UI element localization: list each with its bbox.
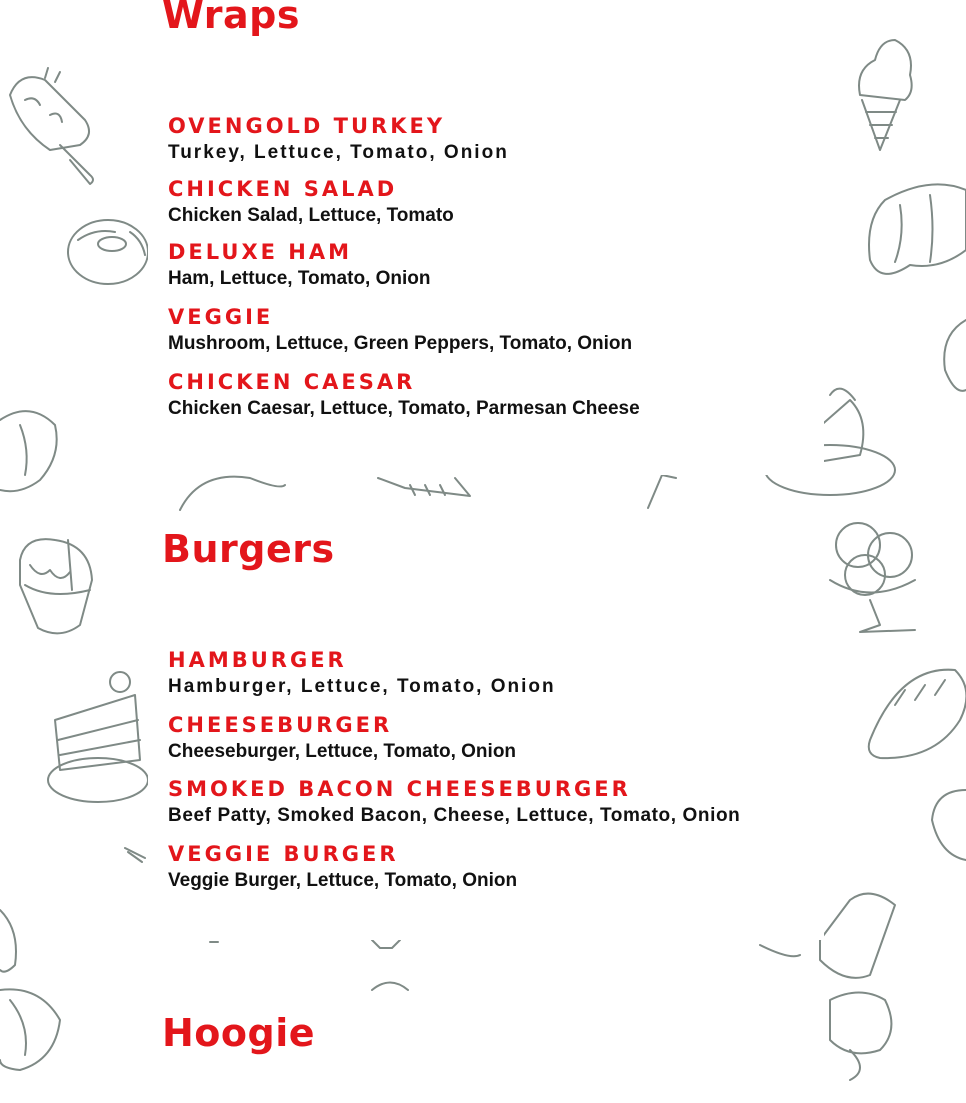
menu-item (168, 370, 640, 420)
menu-item (168, 648, 556, 698)
section-title-burgers: Burgers (162, 527, 335, 571)
item-description: Chicken Caesar, Lettuce, Tomato, Parmesan Cheese (168, 398, 640, 419)
item-description: Turkey, Lettuce, Tomato, Onion (168, 142, 509, 163)
ice-cream-cup-icon (20, 539, 92, 633)
item-description: Veggie Burger, Lettuce, Tomato, Onion (168, 870, 518, 891)
popsicle-icon (10, 68, 93, 184)
menu-item (168, 777, 740, 827)
item-name: OVENGOLD TURKEY (168, 114, 446, 138)
menu-item (168, 240, 431, 290)
croissant-icon (0, 411, 57, 491)
item-name: DELUXE HAM (168, 240, 353, 264)
ice-cream-cone-icon (859, 40, 912, 150)
item-name: SMOKED BACON CHEESEBURGER (168, 777, 631, 801)
item-name: CHICKEN CAESAR (168, 370, 416, 394)
item-description: Mushroom, Lettuce, Green Peppers, Tomato, Onion (168, 333, 633, 354)
item-description: Cheeseburger, Lettuce, Tomato, Onion (168, 741, 517, 762)
sundae-glass-icon (830, 523, 915, 632)
section-title-wraps: Wraps (162, 0, 300, 37)
menu-item (168, 305, 632, 355)
item-description: Beef Patty, Smoked Bacon, Cheese, Lettuce, Tomato, Onion (168, 805, 741, 826)
item-name: VEGGIE BURGER (168, 842, 399, 866)
cake-slice-icon (48, 672, 148, 802)
menu-item (168, 713, 516, 763)
croissant-icon (869, 184, 966, 274)
item-name: CHEESEBURGER (168, 713, 393, 737)
menu-item (168, 842, 517, 892)
item-description: Chicken Salad, Lettuce, Tomato (168, 205, 454, 226)
cookie-icon (0, 910, 60, 1070)
item-description: Ham, Lettuce, Tomato, Onion (168, 268, 431, 289)
bread-loaf-icon (869, 670, 966, 758)
item-name: HAMBURGER (168, 648, 347, 672)
section-title-hoogie: Hoogie (162, 1011, 316, 1055)
item-name: VEGGIE (168, 305, 274, 329)
donut-icon (68, 220, 148, 284)
item-name: CHICKEN SALAD (168, 177, 398, 201)
menu-item (168, 114, 509, 164)
item-description: Hamburger, Lettuce, Tomato, Onion (168, 676, 556, 697)
menu-item (168, 177, 454, 227)
